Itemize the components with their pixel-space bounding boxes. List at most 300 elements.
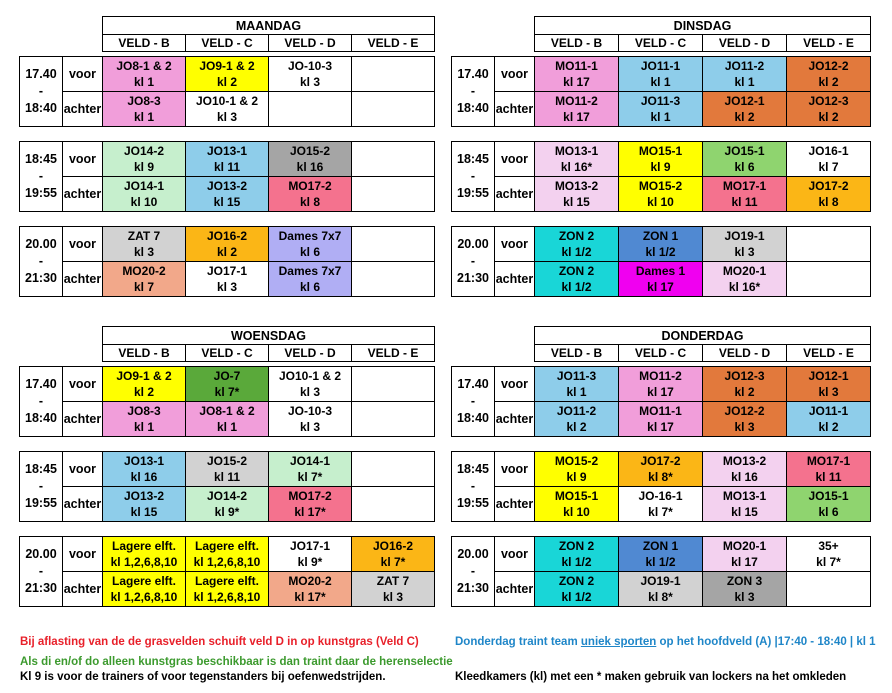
time-start: 18:45 <box>25 462 57 476</box>
team-name: Lagere elft. <box>194 574 260 588</box>
field-header-c: VELD - C <box>186 345 269 362</box>
time-dash: - <box>38 84 44 98</box>
team-slot <box>787 262 871 297</box>
field-header-d: VELD - D <box>269 345 352 362</box>
team-name: JO13-2 <box>206 179 248 193</box>
locker-room: kl 3 <box>382 590 403 604</box>
team-slot <box>703 92 787 127</box>
time-block <box>452 57 871 127</box>
team-slot <box>269 367 352 402</box>
team-slot <box>535 452 619 487</box>
row-position-label: voor <box>495 537 535 572</box>
team-slot <box>787 57 871 92</box>
locker-room: kl 2 <box>818 110 839 124</box>
team-slot <box>352 262 435 297</box>
row-position-label: voor <box>63 57 103 92</box>
locker-room: kl 1 <box>566 385 587 399</box>
field-header-b: VELD - B <box>103 345 186 362</box>
team-slot <box>535 177 619 212</box>
team-name: JO13-1 <box>123 454 165 468</box>
spacer <box>20 522 435 537</box>
team-name: JO8-3 <box>127 94 161 108</box>
row-position-label: achter <box>63 402 103 437</box>
team-name: MO11-1 <box>555 59 598 73</box>
team-name: JO15-1 <box>724 144 765 158</box>
locker-room: kl 9* <box>214 505 240 519</box>
locker-room: kl 7* <box>380 555 406 569</box>
locker-room: kl 2 <box>133 385 154 399</box>
locker-room: kl 10 <box>647 195 674 209</box>
locker-room: kl 6 <box>734 160 755 174</box>
locker-room: kl 1,2,6,8,10 <box>193 555 261 569</box>
locker-room: kl 1 <box>650 110 671 124</box>
team-slot <box>103 177 186 212</box>
team-slot <box>619 262 703 297</box>
team-slot <box>352 367 435 402</box>
time-start: 18:45 <box>457 152 489 166</box>
team-slot <box>535 402 619 437</box>
team-name: MO13-1 <box>722 489 767 503</box>
team-slot <box>787 142 871 177</box>
team-name: MO20-2 <box>288 574 332 588</box>
team-slot <box>186 367 269 402</box>
team-slot <box>103 572 186 607</box>
time-start: 17.40 <box>25 377 57 391</box>
team-slot <box>535 57 619 92</box>
time-dash: - <box>38 394 44 408</box>
spacer <box>20 212 435 227</box>
time-block <box>20 57 435 127</box>
locker-room: kl 8 <box>299 195 320 209</box>
team-name: MO13-2 <box>554 179 599 193</box>
row-position-label: voor <box>495 452 535 487</box>
locker-room: kl 16* <box>728 280 761 294</box>
row-position-label: voor <box>63 537 103 572</box>
field-header-d: VELD - D <box>703 35 787 52</box>
field-header-e: VELD - E <box>787 35 871 52</box>
time-range <box>20 367 63 437</box>
locker-room: kl 1/2 <box>561 245 592 259</box>
team-slot <box>186 402 269 437</box>
time-end: 21:30 <box>25 271 57 285</box>
team-name: ZON 2 <box>558 229 595 243</box>
uniek-sporten-link[interactable]: uniek sporten <box>580 636 657 648</box>
team-name: JO9-1 & 2 <box>116 369 172 383</box>
team-slot <box>269 227 352 262</box>
locker-room: kl 6 <box>299 280 320 294</box>
team-slot <box>535 367 619 402</box>
locker-room: kl 7 <box>818 160 839 174</box>
time-dash: - <box>470 254 476 268</box>
team-slot <box>703 177 787 212</box>
team-slot <box>103 227 186 262</box>
locker-room: kl 6 <box>299 245 320 259</box>
team-slot <box>352 57 435 92</box>
schedule-row <box>20 487 435 522</box>
blank <box>20 327 103 345</box>
team-name: MO13-1 <box>554 144 599 158</box>
blank <box>20 345 103 362</box>
locker-room: kl 1,2,6,8,10 <box>110 555 178 569</box>
locker-room: kl 10 <box>563 505 590 519</box>
team-name: JO14-2 <box>123 144 165 158</box>
time-end: 19:55 <box>25 496 57 510</box>
schedule-row <box>452 487 871 522</box>
time-end: 18:40 <box>457 411 489 425</box>
schedule-donderdag <box>451 326 871 607</box>
block-spacer <box>452 127 871 142</box>
team-name: JO11-2 <box>556 404 597 418</box>
team-name: MO11-2 <box>555 94 598 108</box>
locker-room: kl 1/2 <box>645 245 676 259</box>
team-slot <box>787 177 871 212</box>
schedule-row <box>452 177 871 212</box>
field-header-c: VELD - C <box>186 35 269 52</box>
team-slot <box>535 487 619 522</box>
locker-room: kl 7* <box>297 470 323 484</box>
time-block <box>452 367 871 437</box>
time-range <box>20 227 63 297</box>
locker-room: kl 17* <box>294 590 326 604</box>
schedule-row <box>20 142 435 177</box>
time-dash: - <box>470 564 476 578</box>
team-slot <box>352 177 435 212</box>
team-slot <box>186 262 269 297</box>
time-range <box>452 57 495 127</box>
time-start: 18:45 <box>25 152 57 166</box>
field-header-c: VELD - C <box>619 345 703 362</box>
locker-room: kl 1/2 <box>645 555 676 569</box>
team-name: JO16-1 <box>808 144 849 158</box>
team-name: MO20-1 <box>722 264 767 278</box>
time-dash: - <box>470 479 476 493</box>
row-position-label: achter <box>495 262 535 297</box>
locker-room: kl 17 <box>647 280 674 294</box>
team-slot <box>186 92 269 127</box>
team-name: JO12-2 <box>724 404 765 418</box>
locker-room: kl 1,2,6,8,10 <box>110 590 178 604</box>
team-slot <box>269 402 352 437</box>
team-slot <box>619 177 703 212</box>
team-name: JO15-2 <box>289 144 331 158</box>
team-slot <box>103 262 186 297</box>
locker-room: kl 15 <box>731 505 758 519</box>
row-position-label: achter <box>495 177 535 212</box>
locker-room: kl 11 <box>213 470 241 484</box>
team-slot <box>269 142 352 177</box>
team-name: MO13-2 <box>722 454 767 468</box>
time-range <box>452 367 495 437</box>
team-name: MO20-1 <box>722 539 767 553</box>
team-name: MO11-1 <box>639 404 682 418</box>
note-trainers: Kl 9 is voor de trainers of voor tegenstanders bij oefenwedstrijden. <box>20 671 386 683</box>
locker-room: kl 2 <box>734 385 755 399</box>
time-start: 18:45 <box>457 462 489 476</box>
locker-room: kl 2 <box>566 420 587 434</box>
team-name: JO8-1 & 2 <box>116 59 172 73</box>
team-slot <box>535 572 619 607</box>
team-slot <box>103 452 186 487</box>
locker-room: kl 9* <box>297 555 323 569</box>
time-end: 21:30 <box>457 271 489 285</box>
locker-room: kl 1/2 <box>561 555 592 569</box>
team-slot <box>103 537 186 572</box>
locker-room: kl 15 <box>213 195 241 209</box>
time-end: 18:40 <box>25 411 57 425</box>
time-block <box>452 142 871 212</box>
blank <box>452 17 535 35</box>
team-slot <box>703 452 787 487</box>
field-header-c: VELD - C <box>619 35 703 52</box>
time-block <box>20 142 435 212</box>
team-slot <box>787 487 871 522</box>
team-name: ZON 2 <box>558 574 595 588</box>
team-slot <box>186 537 269 572</box>
team-name: JO12-1 <box>724 94 765 108</box>
team-name: Lagere elft. <box>111 539 177 553</box>
schedule-row <box>20 262 435 297</box>
note-uniek-pre: Donderdag traint team <box>455 636 581 648</box>
locker-room: kl 16* <box>560 160 593 174</box>
team-slot <box>535 262 619 297</box>
locker-room: kl 3 <box>299 385 320 399</box>
spacer <box>20 437 435 452</box>
team-slot <box>703 367 787 402</box>
time-end: 19:55 <box>457 496 489 510</box>
team-name: JO19-1 <box>640 574 681 588</box>
schedule-row <box>20 367 435 402</box>
field-header-b: VELD - B <box>535 345 619 362</box>
row-position-label: achter <box>63 262 103 297</box>
row-position-label: voor <box>63 367 103 402</box>
team-name: ZON 1 <box>642 539 679 553</box>
team-slot <box>352 537 435 572</box>
locker-room: kl 8* <box>648 590 673 604</box>
team-slot <box>186 227 269 262</box>
day-title: WOENSDAG <box>103 327 435 345</box>
team-name: JO11-1 <box>808 404 849 418</box>
row-position-label: voor <box>63 227 103 262</box>
spacer <box>452 127 871 142</box>
locker-room: kl 2 <box>216 75 237 89</box>
team-slot <box>352 142 435 177</box>
team-slot <box>269 537 352 572</box>
team-name: ZON 1 <box>642 229 679 243</box>
team-slot <box>703 402 787 437</box>
team-slot <box>186 487 269 522</box>
block-spacer <box>452 437 871 452</box>
locker-room: kl 15 <box>563 195 590 209</box>
locker-room: kl 17* <box>294 505 326 519</box>
team-name: JO11-3 <box>556 369 597 383</box>
team-name: JO15-1 <box>808 489 849 503</box>
schedule-row <box>452 367 871 402</box>
time-dash: - <box>38 479 44 493</box>
locker-room: kl 1 <box>133 110 154 124</box>
team-name: JO-10-3 <box>287 404 333 418</box>
team-name: ZAT 7 <box>127 229 161 243</box>
field-header-d: VELD - D <box>269 35 352 52</box>
locker-room: kl 11 <box>731 195 758 209</box>
team-name: JO14-2 <box>206 489 248 503</box>
time-end: 18:40 <box>457 101 489 115</box>
locker-room: kl 3 <box>734 245 755 259</box>
team-slot <box>619 537 703 572</box>
team-slot <box>103 367 186 402</box>
team-slot <box>535 537 619 572</box>
day-title: MAANDAG <box>103 17 435 35</box>
team-slot <box>787 452 871 487</box>
schedule-woensdag <box>19 326 435 607</box>
spacer <box>452 212 871 227</box>
team-name: MO20-2 <box>122 264 166 278</box>
team-name: JO14-1 <box>289 454 331 468</box>
team-slot <box>787 367 871 402</box>
team-slot <box>703 142 787 177</box>
team-slot <box>352 452 435 487</box>
team-name: JO-10-3 <box>287 59 333 73</box>
time-end: 18:40 <box>25 101 57 115</box>
time-dash: - <box>38 169 44 183</box>
blank <box>20 17 103 35</box>
team-slot <box>535 92 619 127</box>
time-block <box>20 367 435 437</box>
team-name: JO15-2 <box>206 454 248 468</box>
time-block <box>452 452 871 522</box>
time-start: 17.40 <box>457 377 489 391</box>
team-slot <box>787 92 871 127</box>
team-slot <box>619 367 703 402</box>
team-slot <box>186 572 269 607</box>
block-spacer <box>20 437 435 452</box>
team-slot <box>269 487 352 522</box>
team-name: Dames 7x7 <box>278 264 342 278</box>
locker-room: kl 10 <box>130 195 158 209</box>
team-slot <box>103 142 186 177</box>
team-name: JO12-2 <box>808 59 849 73</box>
team-name: MO17-2 <box>288 179 332 193</box>
team-slot <box>186 177 269 212</box>
team-name: Dames 1 <box>635 264 686 278</box>
schedule-row <box>20 227 435 262</box>
team-name: JO-7 <box>213 369 241 383</box>
team-name: JO17-2 <box>640 454 681 468</box>
field-header-b: VELD - B <box>535 35 619 52</box>
field-header-e: VELD - E <box>352 345 435 362</box>
time-range <box>452 537 495 607</box>
team-slot <box>619 487 703 522</box>
schedule-row <box>20 92 435 127</box>
team-slot <box>352 227 435 262</box>
locker-room: kl 17 <box>563 75 590 89</box>
time-block <box>20 537 435 607</box>
row-position-label: achter <box>495 572 535 607</box>
time-range <box>20 142 63 212</box>
locker-room: kl 1/2 <box>561 590 592 604</box>
locker-room: kl 17 <box>563 110 590 124</box>
note-grass-cancellation: Bij aflasting van de de grasvelden schuift veld D in op kunstgras (Veld C) <box>20 636 419 648</box>
locker-room: kl 2 <box>734 110 755 124</box>
team-slot <box>186 452 269 487</box>
time-dash: - <box>470 84 476 98</box>
time-block <box>452 227 871 297</box>
time-start: 20.00 <box>457 547 489 561</box>
time-range <box>452 227 495 297</box>
row-position-label: voor <box>495 227 535 262</box>
team-slot <box>103 57 186 92</box>
row-position-label: voor <box>63 452 103 487</box>
schedule-row <box>452 92 871 127</box>
schedule-row <box>20 537 435 572</box>
schedule-row <box>20 572 435 607</box>
team-slot <box>619 57 703 92</box>
locker-room: kl 3 <box>216 280 237 294</box>
time-dash: - <box>38 564 44 578</box>
time-end: 21:30 <box>457 581 489 595</box>
block-spacer <box>20 522 435 537</box>
locker-room: kl 11 <box>815 470 842 484</box>
team-name: JO8-1 & 2 <box>199 404 255 418</box>
team-name: MO15-1 <box>554 489 599 503</box>
team-slot <box>619 92 703 127</box>
time-dash: - <box>470 394 476 408</box>
note-herenselectie: Als di en/of do alleen kunstgras beschikbaar is dan traint daar de herenselectie <box>20 656 453 668</box>
team-name: Dames 7x7 <box>278 229 342 243</box>
team-name: JO8-3 <box>127 404 161 418</box>
locker-room: kl 16 <box>130 470 158 484</box>
team-slot <box>186 57 269 92</box>
team-name: JO17-1 <box>206 264 248 278</box>
time-start: 17.40 <box>457 67 489 81</box>
row-position-label: voor <box>495 57 535 92</box>
blank <box>452 345 535 362</box>
team-slot <box>787 227 871 262</box>
team-name: MO15-2 <box>638 179 683 193</box>
time-dash: - <box>38 254 44 268</box>
team-name: MO17-1 <box>722 179 767 193</box>
team-slot <box>787 537 871 572</box>
time-start: 20.00 <box>25 547 57 561</box>
locker-room: kl 3 <box>299 75 320 89</box>
schedule-row <box>452 402 871 437</box>
team-name: ZON 2 <box>558 539 595 553</box>
team-slot <box>619 402 703 437</box>
team-name: JO12-1 <box>808 369 849 383</box>
locker-room: kl 3 <box>133 245 154 259</box>
locker-room: kl 7* <box>816 555 841 569</box>
team-slot <box>269 92 352 127</box>
locker-room: kl 1,2,6,8,10 <box>193 590 261 604</box>
row-position-label: achter <box>63 177 103 212</box>
time-start: 17.40 <box>25 67 57 81</box>
schedule-row <box>452 227 871 262</box>
locker-room: kl 7* <box>648 505 673 519</box>
time-start: 20.00 <box>457 237 489 251</box>
team-name: ZON 2 <box>558 264 595 278</box>
team-slot <box>269 572 352 607</box>
team-name: JO16-2 <box>372 539 414 553</box>
locker-room: kl 3 <box>734 590 755 604</box>
schedule-row <box>20 177 435 212</box>
team-name: Lagere elft. <box>111 574 177 588</box>
locker-room: kl 3 <box>299 420 320 434</box>
time-end: 21:30 <box>25 581 57 595</box>
locker-room: kl 17 <box>731 555 758 569</box>
spacer <box>452 437 871 452</box>
schedule-row <box>20 57 435 92</box>
team-name: JO17-2 <box>808 179 849 193</box>
row-position-label: achter <box>495 402 535 437</box>
